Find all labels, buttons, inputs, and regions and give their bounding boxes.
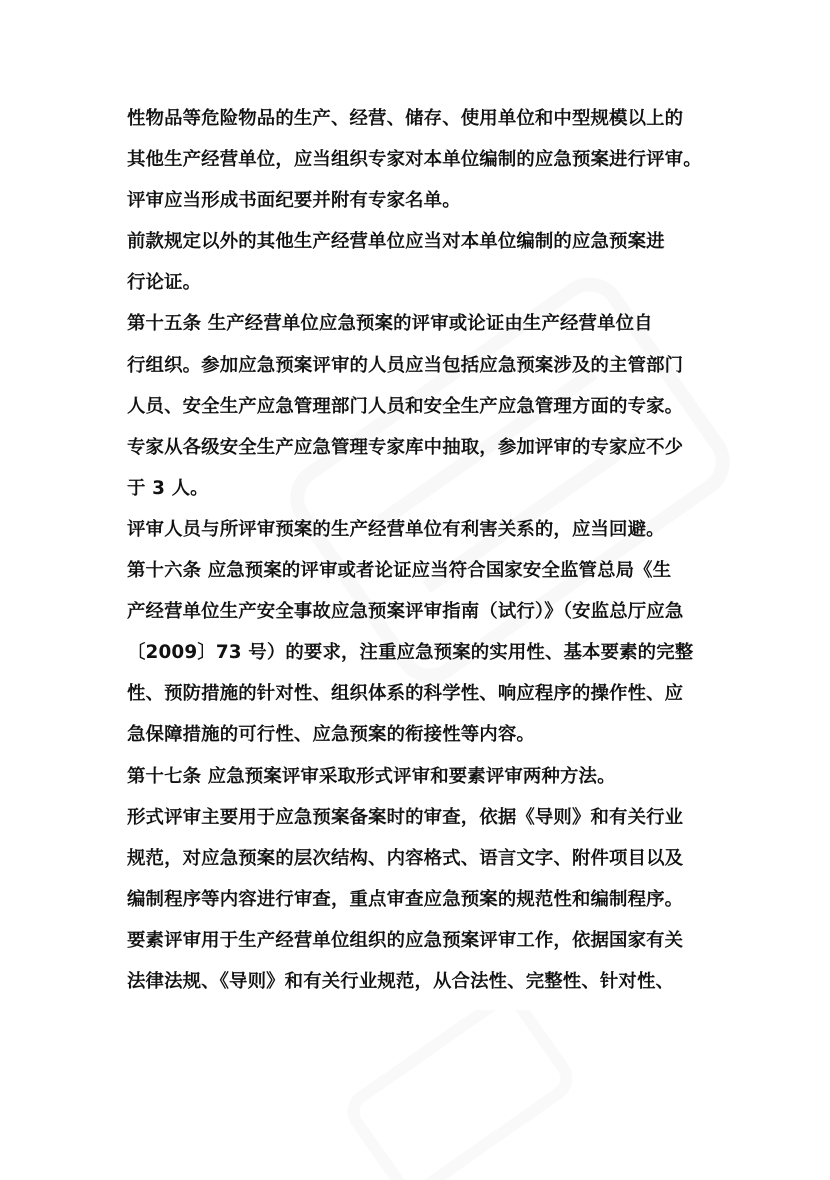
text-line: 第十五条 生产经营单位应急预案的评审或论证由生产经营单位自 [127,313,653,335]
text-line: 急保障措施的可行性、应急预案的衔接性等内容。 [127,724,535,746]
text-line: 评审人员与所评审预案的生产经营单位有利害关系的，应当回避。 [127,518,665,540]
text-line: 第十七条 应急预案评审采取形式评审和要素评审两种方法。 [127,765,616,787]
text-line: 形式评审主要用于应急预案备案时的审查，依据《导则》和有关行业 [127,806,684,828]
text-line: 评审应当形成书面纪要并附有专家名单。 [127,190,461,212]
body-text [127,98,727,1002]
text-line: 产经营单位生产安全事故应急预案评审指南（试行）》（安监总厅应急 [127,601,684,623]
text-line: 行组织。参加应急预案评审的人员应当包括应急预案涉及的主管部门 [127,354,684,376]
text-line: 性、预防措施的针对性、组织体系的科学性、响应程序的操作性、应 [127,683,684,705]
text-line: 人员、安全生产应急管理部门人员和安全生产应急管理方面的专家。 [127,395,684,417]
text-line: 性物品等危险物品的生产、经营、储存、使用单位和中型规模以上的 [127,108,684,129]
text-line: 规范，对应急预案的层次结构、内容格式、语言文字、附件项目以及 [127,847,684,869]
text-line: 行论证。 [127,272,202,294]
text-line: 第十六条 应急预案的评审或者论证应当符合国家安全监管总局《生 [127,560,672,582]
text-line: 法律法规、《导则》和有关行业规范，从合法性、完整性、针对性、 [127,970,675,992]
text-line: 于 3 人。 [127,477,209,499]
text-line: 专家从各级安全生产应急管理专家库中抽取，参加评审的专家应不少 [127,436,684,458]
text-line: 要素评审用于生产经营单位组织的应急预案评审工作，依据国家有关 [127,929,684,951]
text-line: 编制程序等内容进行审查，重点审查应急预案的规范性和编制程序。 [127,888,684,910]
watermark-fragment-icon [330,1010,590,1180]
text-line: 其他生产经营单位，应当组织专家对本单位编制的应急预案进行评审。 [127,149,702,171]
text-line: 〔2009〕73 号）的要求，注重应急预案的实用性、基本要素的完整 [127,642,694,664]
text-line: 前款规定以外的其他生产经营单位应当对本单位编制的应急预案进 [127,231,665,253]
